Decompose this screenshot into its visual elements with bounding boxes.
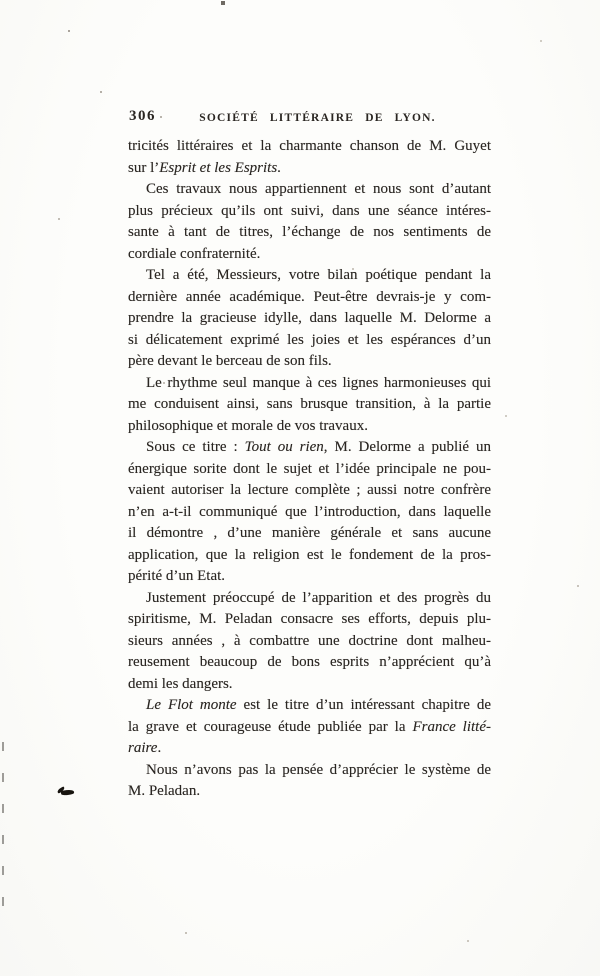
paragraph	[128, 760, 491, 803]
text-line: M. Peladan.	[128, 783, 201, 799]
text-line: reusement beaucoup de bons esprits n’apprécient qu’à	[128, 654, 491, 670]
text-line: raire.	[128, 740, 162, 756]
text-line: Le rhythme seul manque à ces lignes harmonieuses qui	[146, 374, 491, 391]
text-line: sur l’Esprit et les Esprits.	[128, 159, 281, 176]
text-line: plus précieux qu’ils ont suivi, dans une séance intéres-	[128, 202, 491, 219]
text-line: application, que la religion est le fondement de la pros-	[128, 546, 491, 563]
text-line: Ces travaux nous appartiennent et nous sont d’autant	[146, 181, 491, 197]
text-line: la grave et courageuse étude publiée par la France litté-	[128, 718, 491, 735]
text-line: Le Flot monte est le titre d’un intéressant chapitre de	[146, 697, 492, 713]
text-line: cordiale confraternité.	[128, 245, 261, 262]
text-line: demi les dangers.	[128, 675, 233, 692]
paragraph	[128, 588, 491, 696]
scan-specks	[0, 0, 2, 2]
paragraph	[128, 265, 491, 373]
page-number: 306	[129, 108, 156, 124]
text-line: n’en a-t-il communiqué que l’introduction, dans laquelle	[128, 503, 491, 520]
text-line: tricités littéraires et la charmante chanson de M. Guyet	[128, 138, 491, 154]
paragraph	[128, 437, 491, 588]
running-title: SOCIÉTÉ LITTÉRAIRE DE LYON.	[199, 112, 436, 124]
text-line: père devant le berceau de son fils.	[128, 353, 332, 369]
text-line: dernière année académique. Peut-être devrais-je y com-	[128, 288, 491, 305]
text-line: Nous n’avons pas la pensée d’apprécier le système de	[146, 761, 491, 778]
text-line: sieurs années , à combattre une doctrine dont malheu-	[128, 632, 491, 649]
text-line: spiritisme, M. Peladan consacre ses efforts, depuis plu-	[128, 611, 491, 627]
paragraph	[128, 373, 491, 438]
text-line: philosophique et morale de vos travaux.	[128, 417, 368, 434]
text-line: Sous ce titre : Tout ou rien, M. Delorme a publié un	[146, 439, 491, 455]
text-line: vaient autoriser la lecture complète ; aussi notre confrère	[128, 482, 491, 498]
paragraph	[128, 179, 491, 265]
page-header	[128, 107, 491, 131]
paragraph	[128, 136, 491, 179]
text-line: me conduisent ainsi, sans brusque transition, à la partie	[128, 396, 491, 412]
text-line: périté d’un Etat.	[128, 568, 226, 584]
paragraph	[128, 695, 491, 760]
ink-blot-artifact	[57, 787, 75, 797]
text-line: Justement préoccupé de l’apparition et des progrès du	[146, 589, 491, 606]
page-body	[128, 136, 491, 803]
text-line: sante à tant de titres, l’échange de nos sentiments de	[128, 224, 491, 240]
text-line: énergique sorite dont le sujet et l’idée principale ne pou-	[128, 460, 491, 477]
text-line: si délicatement exprimé les joies et les espérances d’un	[128, 331, 491, 348]
scan-edge-artifact	[2, 742, 4, 907]
text-line: Tel a été, Messieurs, votre bilan poétique pendant la	[146, 267, 491, 283]
text-line: prendre la gracieuse idylle, dans laquelle M. Delorme a	[128, 310, 491, 326]
text-line: il démontre , d’une manière générale et sans aucune	[128, 525, 491, 541]
